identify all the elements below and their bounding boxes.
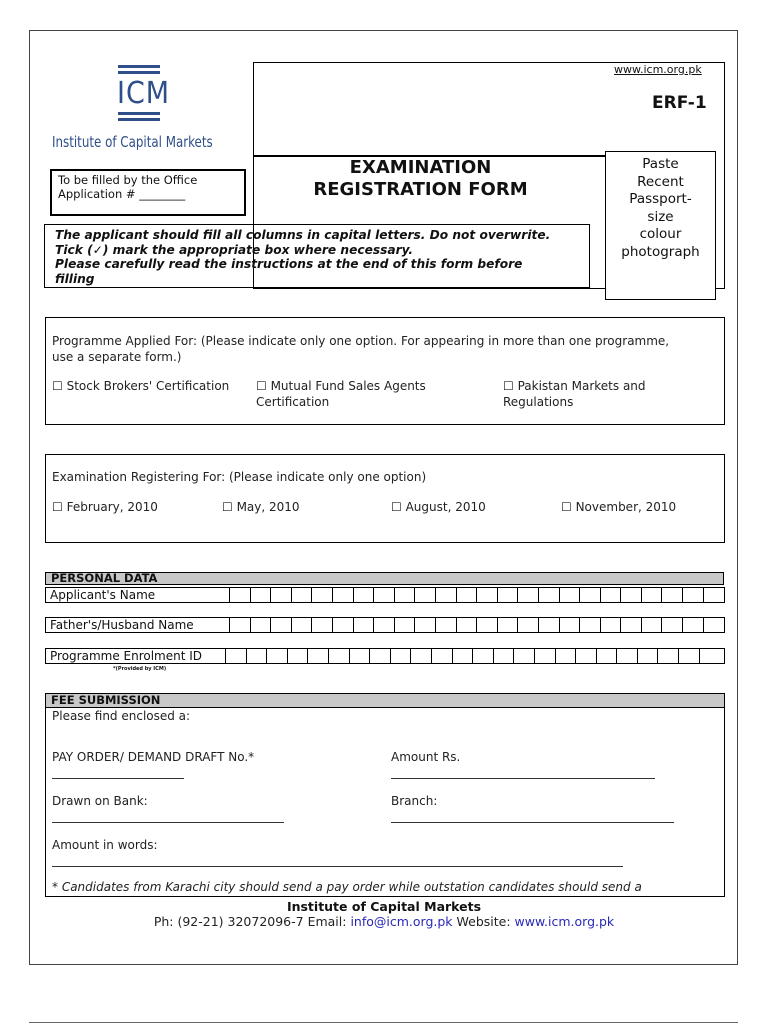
examination-instruction: Examination Registering For: (Please indicate only one option) bbox=[52, 470, 427, 484]
character-cell[interactable] bbox=[435, 618, 456, 632]
character-cell[interactable] bbox=[435, 588, 456, 602]
amount-words-input-line[interactable] bbox=[52, 866, 623, 867]
logo-column-base bbox=[118, 112, 160, 115]
exam-option-august[interactable]: ☐ August, 2010 bbox=[391, 500, 486, 514]
character-cell[interactable] bbox=[472, 649, 493, 663]
enrolment-id-label: Programme Enrolment ID bbox=[50, 649, 203, 663]
applicant-name-cells[interactable] bbox=[229, 588, 723, 602]
form-title-line2: REGISTRATION FORM bbox=[313, 179, 528, 200]
character-cell[interactable] bbox=[682, 618, 703, 632]
notice-line: filling bbox=[55, 271, 95, 286]
fee-submission-section bbox=[45, 693, 725, 897]
option-label: Certification bbox=[256, 394, 330, 409]
instructions-notice bbox=[44, 224, 590, 288]
provided-by-icm-note: *(Provided by ICM) bbox=[113, 666, 167, 672]
branch-input-line[interactable] bbox=[391, 822, 674, 823]
character-cell[interactable] bbox=[225, 649, 246, 663]
character-cell[interactable] bbox=[229, 588, 250, 602]
father-husband-name-cells[interactable] bbox=[229, 618, 723, 632]
bottom-rule bbox=[29, 1022, 738, 1023]
amount-input-line[interactable] bbox=[391, 778, 655, 779]
character-cell[interactable] bbox=[620, 588, 641, 602]
character-cell[interactable] bbox=[456, 618, 477, 632]
programme-option-mutual-fund[interactable] bbox=[256, 379, 426, 410]
office-use-label: To be filled by the Office bbox=[58, 173, 198, 187]
enclosed-label: Please find enclosed a: bbox=[52, 709, 191, 723]
character-cell[interactable] bbox=[575, 649, 596, 663]
footer-email-link[interactable]: info@icm.org.pk bbox=[350, 914, 453, 929]
character-cell[interactable] bbox=[369, 649, 390, 663]
character-cell[interactable] bbox=[678, 649, 699, 663]
character-cell[interactable] bbox=[332, 588, 353, 602]
footer-contact bbox=[0, 914, 768, 929]
option-label: ☐ Pakistan Markets and bbox=[503, 379, 646, 393]
programme-instruction-line2: use a separate form.) bbox=[52, 349, 182, 364]
fee-note: * Candidates from Karachi city should send a pay order while outstation candidates should send a bbox=[52, 880, 642, 894]
character-cell[interactable] bbox=[476, 618, 497, 632]
form-title bbox=[253, 157, 588, 201]
photo-text: colour bbox=[639, 226, 682, 242]
photo-text: Recent bbox=[637, 173, 684, 190]
character-cell[interactable] bbox=[538, 618, 559, 632]
character-cell[interactable] bbox=[641, 588, 662, 602]
pay-order-input-line[interactable] bbox=[52, 778, 184, 779]
character-cell[interactable] bbox=[452, 649, 473, 663]
character-cell[interactable] bbox=[620, 618, 641, 632]
photo-text: size bbox=[647, 208, 674, 225]
character-cell[interactable] bbox=[414, 588, 435, 602]
option-label: Regulations bbox=[503, 394, 574, 409]
enrolment-id-field[interactable] bbox=[45, 648, 725, 664]
exam-option-november[interactable]: ☐ November, 2010 bbox=[561, 500, 677, 514]
character-cell[interactable] bbox=[353, 588, 374, 602]
character-cell[interactable] bbox=[703, 618, 724, 632]
character-cell[interactable] bbox=[661, 588, 682, 602]
logo-column-base bbox=[118, 118, 160, 121]
amount-label: Amount Rs. bbox=[391, 750, 461, 764]
character-cell[interactable] bbox=[414, 618, 435, 632]
character-cell[interactable] bbox=[353, 618, 374, 632]
character-cell[interactable] bbox=[637, 649, 658, 663]
father-husband-name-label: Father's/Husband Name bbox=[50, 618, 194, 632]
character-cell[interactable] bbox=[555, 649, 576, 663]
amount-words-label: Amount in words: bbox=[52, 838, 158, 852]
character-cell[interactable] bbox=[517, 618, 538, 632]
form-code: ERF-1 bbox=[652, 93, 707, 113]
personal-data-heading: PERSONAL DATA bbox=[45, 572, 724, 585]
logo-name: Institute of Capital Markets bbox=[52, 133, 213, 151]
website-link[interactable]: www.icm.org.pk bbox=[614, 63, 702, 76]
form-title-line1: EXAMINATION bbox=[349, 157, 492, 178]
character-cell[interactable] bbox=[513, 649, 534, 663]
character-cell[interactable] bbox=[476, 588, 497, 602]
footer-website-label: Website: bbox=[452, 914, 515, 929]
character-cell[interactable] bbox=[332, 618, 353, 632]
office-use-box bbox=[50, 169, 246, 216]
branch-label: Branch: bbox=[391, 794, 438, 808]
character-cell[interactable] bbox=[538, 588, 559, 602]
bank-label: Drawn on Bank: bbox=[52, 794, 148, 808]
character-cell[interactable] bbox=[250, 588, 271, 602]
exam-option-february[interactable]: ☐ February, 2010 bbox=[52, 500, 158, 514]
character-cell[interactable] bbox=[497, 618, 518, 632]
character-cell[interactable] bbox=[394, 618, 415, 632]
photo-text: Passport- bbox=[629, 191, 692, 207]
notice-line: Please carefully read the instructions at the end of this form before bbox=[55, 257, 523, 271]
logo-column-top bbox=[118, 71, 160, 74]
logo-letters: ICM bbox=[117, 76, 171, 111]
character-cell[interactable] bbox=[328, 649, 349, 663]
character-cell[interactable] bbox=[497, 588, 518, 602]
programme-instruction bbox=[52, 334, 669, 365]
examination-section bbox=[45, 454, 725, 543]
footer-website-link[interactable]: www.icm.org.pk bbox=[514, 914, 615, 929]
character-cell[interactable] bbox=[373, 618, 394, 632]
programme-option-pakistan-markets[interactable] bbox=[503, 379, 646, 410]
character-cell[interactable] bbox=[493, 649, 514, 663]
character-cell[interactable] bbox=[596, 649, 617, 663]
character-cell[interactable] bbox=[682, 588, 703, 602]
character-cell[interactable] bbox=[270, 588, 291, 602]
character-cell[interactable] bbox=[431, 649, 452, 663]
character-cell[interactable] bbox=[266, 649, 287, 663]
character-cell[interactable] bbox=[579, 618, 600, 632]
icm-logo bbox=[52, 62, 248, 157]
photo-text: photograph bbox=[621, 243, 700, 260]
character-cell[interactable] bbox=[616, 649, 637, 663]
character-cell[interactable] bbox=[641, 618, 662, 632]
character-cell[interactable] bbox=[456, 588, 477, 602]
character-cell[interactable] bbox=[559, 588, 580, 602]
character-cell[interactable] bbox=[410, 649, 431, 663]
enrolment-id-cells[interactable] bbox=[225, 649, 719, 663]
character-cell[interactable] bbox=[291, 588, 312, 602]
father-husband-name-field[interactable] bbox=[45, 617, 725, 633]
character-cell[interactable] bbox=[600, 618, 621, 632]
pay-order-label: PAY ORDER/ DEMAND DRAFT No.* bbox=[52, 750, 255, 764]
character-cell[interactable] bbox=[229, 618, 250, 632]
application-number-field[interactable]: Application # ________ bbox=[58, 187, 186, 201]
fee-submission-heading: FEE SUBMISSION bbox=[46, 694, 725, 708]
notice-line: Tick (✓) mark the appropriate box where necessary. bbox=[55, 242, 414, 257]
character-cell[interactable] bbox=[373, 588, 394, 602]
character-cell[interactable] bbox=[287, 649, 308, 663]
programme-option-stock-brokers[interactable] bbox=[52, 379, 229, 395]
notice-line: The applicant should fill all columns in capital letters. Do not overwrite. bbox=[55, 228, 551, 242]
character-cell[interactable] bbox=[703, 588, 724, 602]
character-cell[interactable] bbox=[311, 588, 332, 602]
character-cell[interactable] bbox=[559, 618, 580, 632]
character-cell[interactable] bbox=[390, 649, 411, 663]
character-cell[interactable] bbox=[657, 649, 678, 663]
character-cell[interactable] bbox=[517, 588, 538, 602]
photo-text: Paste bbox=[642, 156, 679, 172]
character-cell[interactable] bbox=[270, 618, 291, 632]
option-label: ☐ Mutual Fund Sales Agents bbox=[256, 379, 426, 393]
exam-option-may[interactable]: ☐ May, 2010 bbox=[222, 500, 300, 514]
footer-phone: Ph: (92-21) 32072096-7 Email: bbox=[153, 914, 351, 929]
option-label: ☐ Stock Brokers' Certification bbox=[52, 379, 230, 393]
character-cell[interactable] bbox=[579, 588, 600, 602]
applicant-name-field[interactable] bbox=[45, 587, 725, 603]
character-cell[interactable] bbox=[291, 618, 312, 632]
footer-org-name: Institute of Capital Markets bbox=[286, 899, 482, 914]
character-cell[interactable] bbox=[699, 649, 720, 663]
bank-input-line[interactable] bbox=[52, 822, 284, 823]
character-cell[interactable] bbox=[250, 618, 271, 632]
character-cell[interactable] bbox=[600, 588, 621, 602]
applicant-name-label: Applicant's Name bbox=[50, 588, 156, 602]
character-cell[interactable] bbox=[394, 588, 415, 602]
programme-instruction-line1: Programme Applied For: (Please indicate only one option. For appearing in more than one programme, bbox=[52, 334, 670, 348]
character-cell[interactable] bbox=[307, 649, 328, 663]
character-cell[interactable] bbox=[349, 649, 370, 663]
character-cell[interactable] bbox=[534, 649, 555, 663]
character-cell[interactable] bbox=[246, 649, 267, 663]
programme-section bbox=[45, 317, 725, 425]
character-cell[interactable] bbox=[661, 618, 682, 632]
logo-column-top bbox=[118, 65, 160, 68]
character-cell[interactable] bbox=[311, 618, 332, 632]
photograph-box[interactable] bbox=[605, 151, 716, 300]
